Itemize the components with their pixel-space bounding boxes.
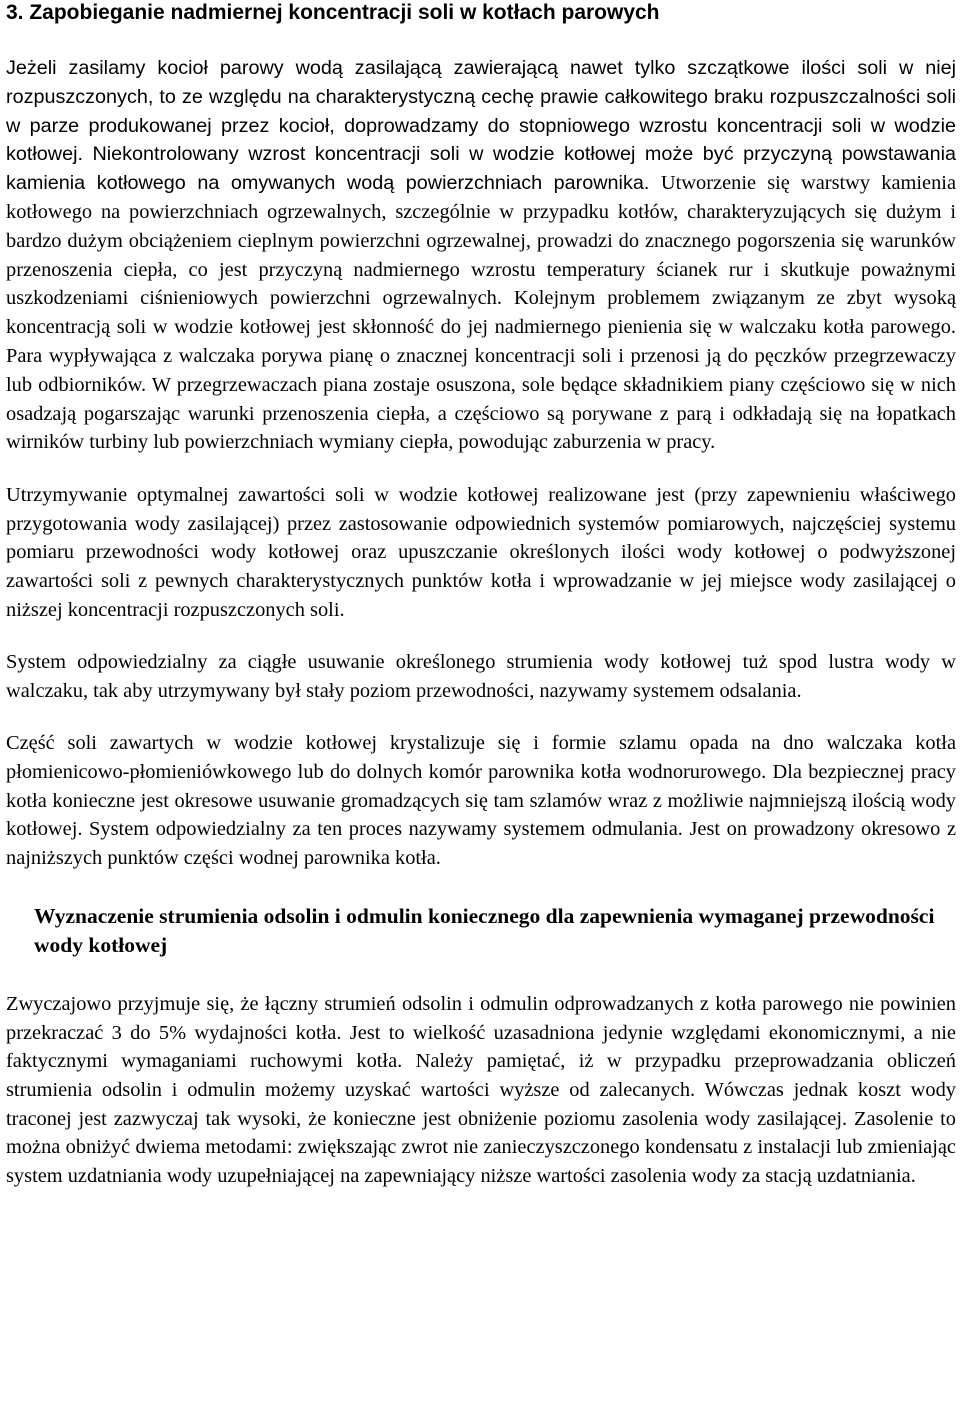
section-3-paragraph-1-continuation: Utworzenie się warstwy kamienia kotłowego na powierzchniach ogrzewalnych, szczególnie w przypadku kotłów, charakteryzujących się dużym i bardzo dużym obciążeniem cieplnym powierzchni ogrzewalnej, prowadzi do znacznego pogorszenia się warunków przenoszenia ciepła, co jest przyczyną nadmiernego wzrostu temperatury ścianek rur i skutkuje poważnymi uszkodzeniami ciśnieniowych powierzchni ogrzewalnych. Kolejnym problemem związanym ze zbyt wysoką koncentracją soli w wodzie kotłowej jest skłonność do jej nadmiernego pienienia się w walczaku kotła parowego. Para wypływająca z walczaka porywa pianę o znacznej koncentracji soli i przenosi ją do pęczków przegrzewaczy lub odbiorników. W przegrzewaczach piana zostaje osuszona, sole będące składnikiem piany częściowo się w nich osadzają pogarszając warunki przenoszenia ciepła, a częściowo są porywane z parą i odkładają się na łopatkach wirników turbiny lub powierzchniach wymiany ciepła, powodując zaburzenia w pracy.: [6, 172, 956, 454]
section-4-paragraph-1: Zwyczajowo przyjmuje się, że łączny strumień odsolin i odmulin odprowadzanych z kotła parowego nie powinien przekraczać 3 do 5% wydajności kotła. Jest to wielkość uzasadniona jedynie względami ekonomicznymi, a nie faktycznymi wymaganiami ruchowymi kotła. Należy pamiętać, iż w przypadku przeprowadzania obliczeń strumienia odsolin i odmulin możemy uzyskać wartości wyższe od zalecanych. Wówczas jednak koszt wody traconej jest zazwyczaj tak wysoki, że konieczne jest obniżenie poziomu zasolenia wody zasilającej. Zasolenie to można obniżyć dwiema metodami: zwiększając zwrot nie zanieczyszczonego kondensatu z instalacji lub zmieniając system uzdatniania wody uzupełniającej na zapewniający niższe wartości zasolenia wody za stacją uzdatniania.: [6, 993, 956, 1187]
document-page: [6, 0, 956, 1190]
section-3-heading: 3. Zapobieganie nadmiernej koncentracji soli w kotłach parowych: [6, 1, 660, 24]
section-4-heading: [6, 902, 956, 960]
section-4-title: Wyznaczenie strumienia odsolin i odmulin koniecznego dla zapewnienia wymaganej przewodności wody kotłowej: [34, 904, 935, 958]
section-3-paragraph-2: Utrzymywanie optymalnej zawartości soli w wodzie kotłowej realizowane jest (przy zapewnieniu właściwego przygotowania wody zasilającej) przez zastosowanie odpowiednich systemów pomiarowych, najczęściej systemu pomiaru przewodności wody kotłowej oraz upuszczanie określonych ilości wody kotłowej o podwyższonej zawartości soli z pewnych charakterystycznych punktów kotła i wprowadzanie w jej miejsce wody zasilającej o niższej koncentracji rozpuszczonych soli.: [6, 484, 956, 621]
section-3-paragraph-3: System odpowiedzialny za ciągłe usuwanie określonego strumienia wody kotłowej tuż spod lustra wody w walczaku, tak aby utrzymywany był stały poziom przewodności, nazywamy systemem odsalania.: [6, 651, 956, 702]
section-3-paragraph-4: Część soli zawartych w wodzie kotłowej krystalizuje się i formie szlamu opada na dno walczaka kotła płomienicowo-płomieniówkowego lub do dolnych komór parownika kotła wodnorurowego. Dla bezpiecznej pracy kotła konieczne jest okresowe usuwanie gromadzących się tam szlamów wraz z możliwie najmniejszą ilością wody kotłowej. System odpowiedzialny za ten proces nazywamy systemem odmulania. Jest on prowadzony okresowo z najniższych punktów części wodnej parownika kotła.: [6, 732, 956, 869]
section-3-intro-paragraph: [6, 54, 956, 457]
section-3-intro-text: Jeżeli zasilamy kocioł parowy wodą zasilającą zawierającą nawet tylko szczątkowe ilości soli w niej rozpuszczonych, to ze względu na charakterystyczną cechę prawie całkowitego braku rozpuszczalności soli w parze produkowanej przez kocioł, doprowadzamy do stopniowego wzrostu koncentracji soli w wodzie kotłowej. Niekontrolowany wzrost koncentracji soli w wodzie kotłowej może być przyczyną powstawania kamienia kotłowego na omywanych wodą powierzchniach parownika.: [6, 57, 956, 195]
section-4-number: [6, 902, 34, 931]
